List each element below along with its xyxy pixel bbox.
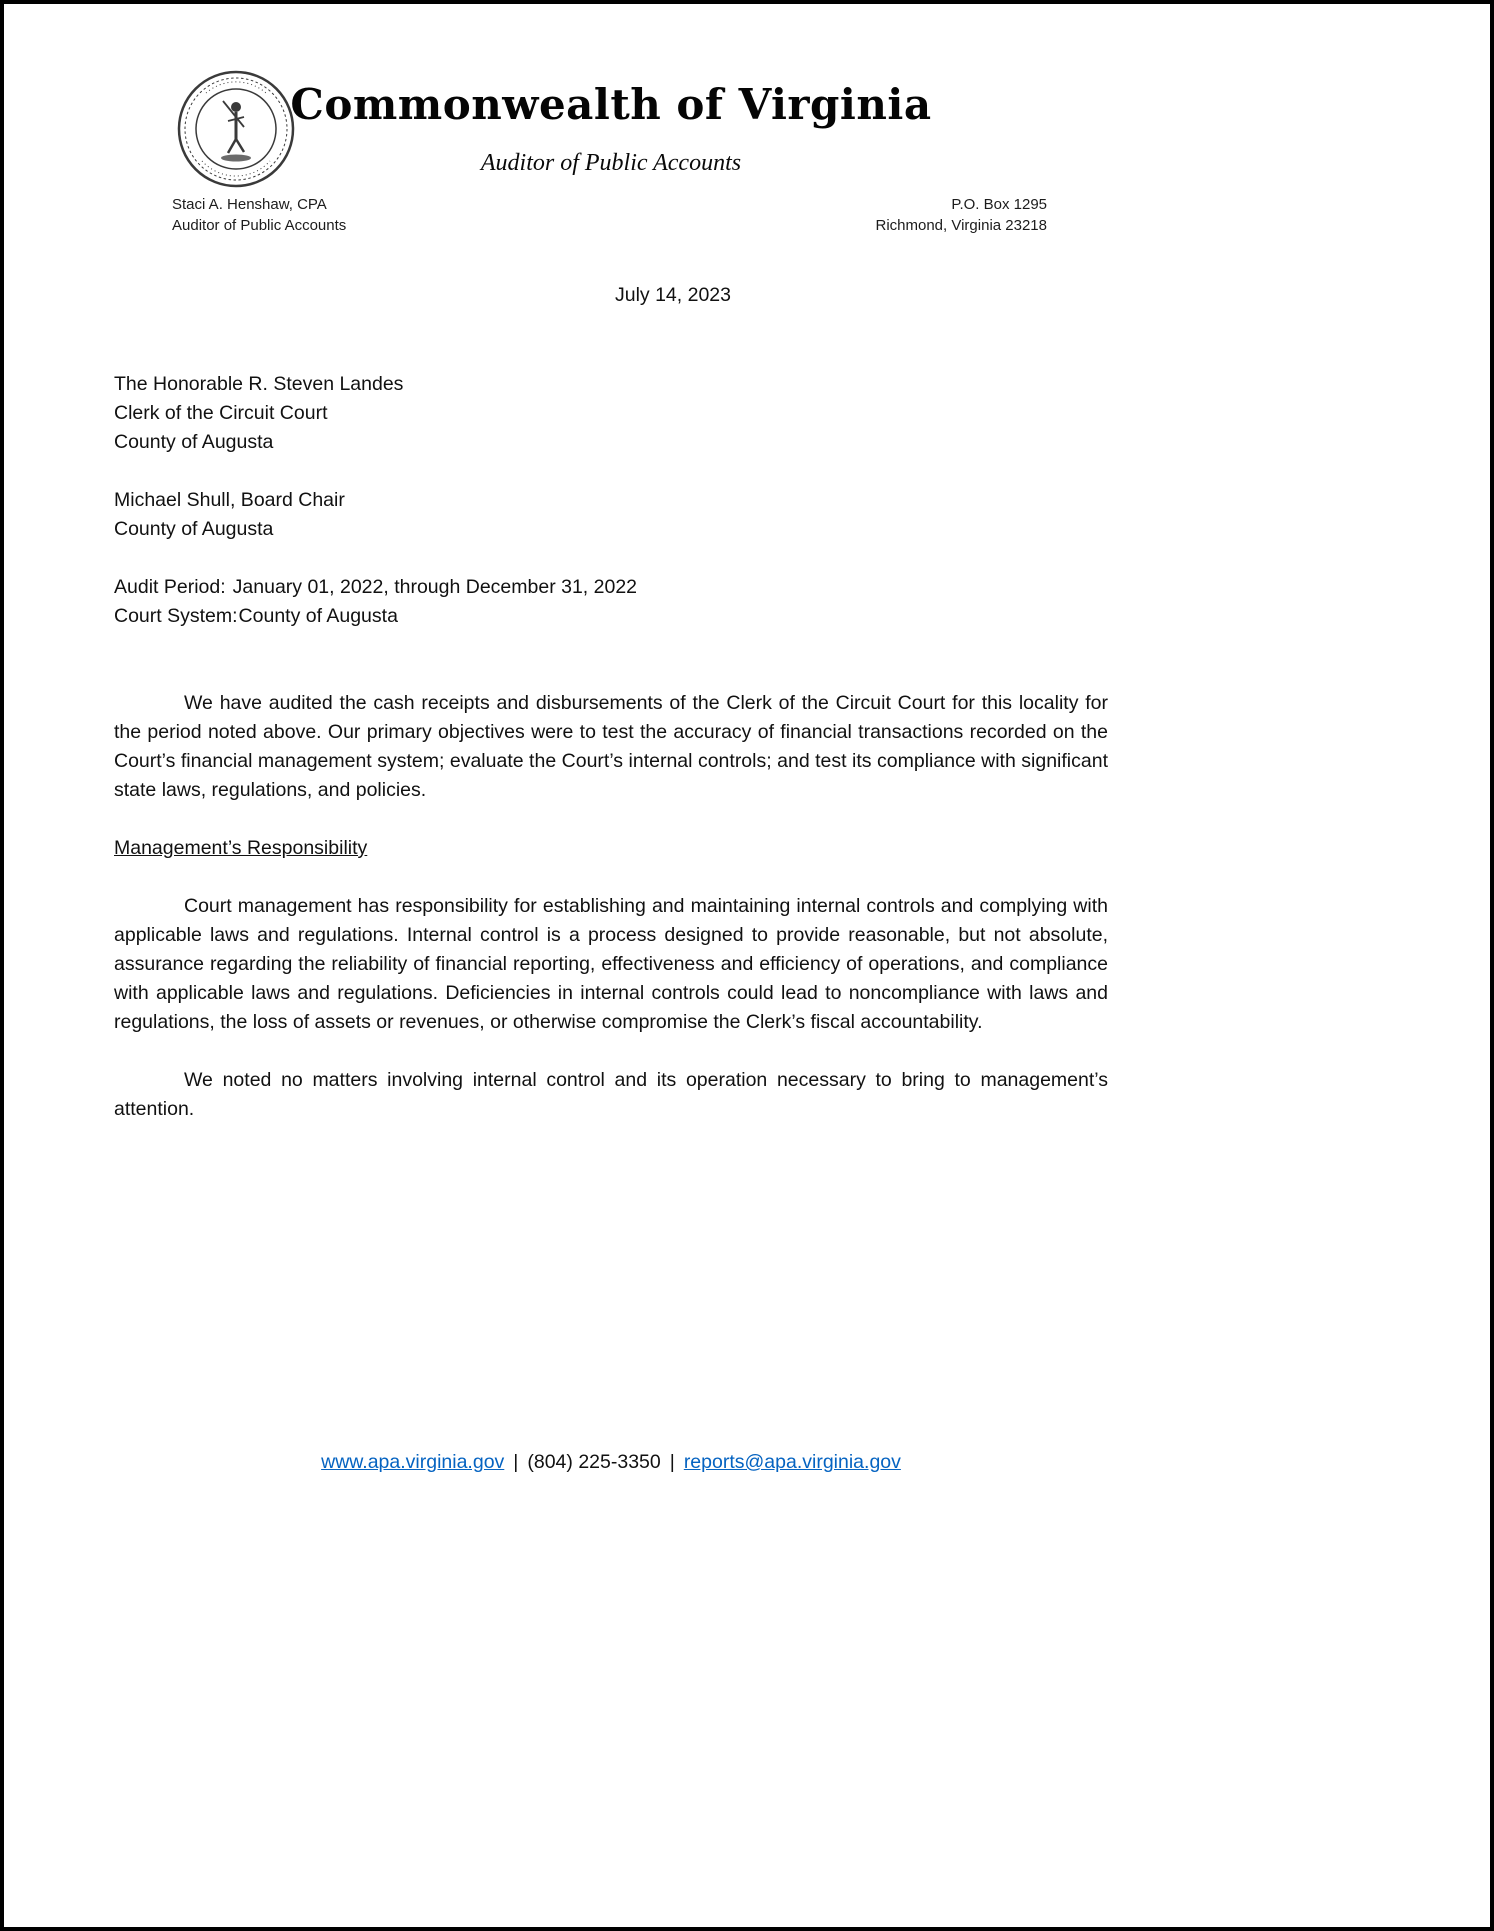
section-heading-managements-responsibility: Management’s Responsibility [114,837,368,859]
recipient-line: The Honorable R. Steven Landes [114,373,404,395]
phone-number: (804) 225-3350 [527,1451,661,1473]
court-system-line [114,602,1108,631]
body-paragraph-3: We noted no matters involving internal control and its operation necessary to bring to management’s attention. [114,1069,1108,1120]
recipient-line: Michael Shull, Board Chair [114,489,345,511]
court-system-value: County of Augusta [238,605,398,627]
audit-period-value: January 01, 2022, through December 31, 2022 [232,576,638,598]
letter-footer [4,1451,1218,1474]
letterhead-title: Commonwealth of Virginia [290,80,932,129]
recipient-line: Clerk of the Circuit Court [114,402,328,424]
footer-separator: | [669,1451,675,1473]
letterhead-subtitle: Auditor of Public Accounts [480,150,742,176]
city-state-zip-line: Richmond, Virginia 23218 [875,217,1047,234]
recipient-line: County of Augusta [114,518,274,540]
audit-period-label: Audit Period: [114,576,226,598]
letter-date: July 14, 2023 [614,284,731,306]
body-paragraph-2: Court management has responsibility for establishing and maintaining internal controls and complying with applicable laws and regulations. Internal control is a process designed to provide reasonable, but not absolute, assurance regarding the reliability of financial reporting, effectiveness and efficiency of operations, and compliance with applicable laws and regulations. Deficiencies in internal controls could lead to noncompliance with laws and regulations, the loss of assets or revenues, or otherwise compromise the Clerk’s fiscal accountability. [114,895,1108,1033]
audit-info-block [114,573,1108,631]
recipient-line: County of Augusta [114,431,274,453]
official-block [172,194,346,236]
office-address-block [704,194,1047,236]
letter-content [114,370,1108,1153]
po-box-line: P.O. Box 1295 [951,196,1047,213]
audit-period-line [114,573,1108,602]
official-name: Staci A. Henshaw, CPA [172,196,327,213]
recipient-block-1 [114,370,1108,457]
website-link[interactable]: www.apa.virginia.gov [321,1451,505,1473]
body-paragraph-1: We have audited the cash receipts and disbursements of the Clerk of the Circuit Court for this locality for the period noted above. Our primary objectives were to test the accuracy of financial transactions recorded on the Court’s financial management system; evaluate the Court’s internal controls; and test its compliance with significant state laws, regulations, and policies. [114,692,1108,801]
court-system-label: Court System: [114,605,238,627]
official-title: Auditor of Public Accounts [172,217,347,234]
email-link[interactable]: reports@apa.virginia.gov [683,1451,901,1473]
recipient-block-2 [114,486,1108,544]
footer-separator: | [513,1451,519,1473]
